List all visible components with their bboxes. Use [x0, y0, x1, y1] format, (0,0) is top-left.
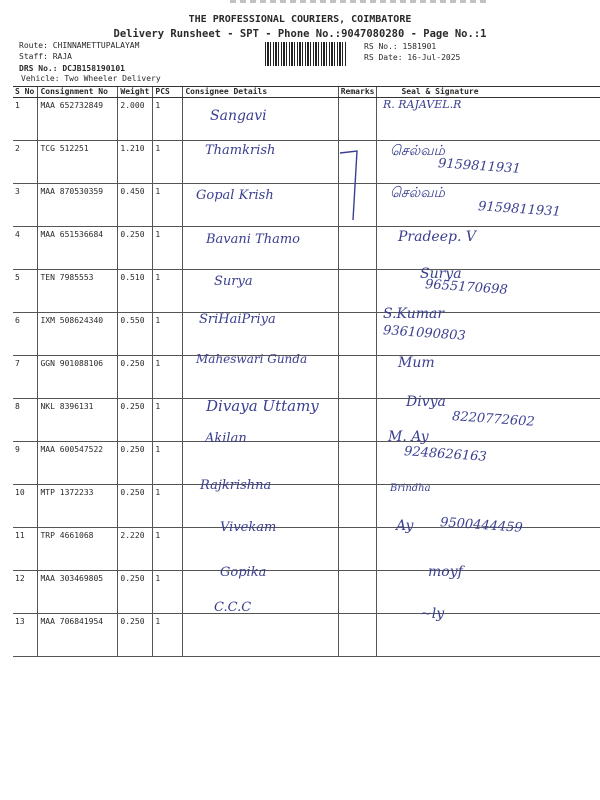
- scan-noise: [230, 0, 490, 3]
- row-pcs: 1: [153, 141, 183, 184]
- row-weight: 0.550: [118, 313, 153, 356]
- col-header-seal: Seal & Signature: [377, 87, 600, 98]
- phone-number-handwritten: 9159811931: [477, 199, 562, 220]
- route-label: Route: CHINNAMETTUPALAYAM: [19, 41, 140, 50]
- row-weight: 0.250: [118, 571, 153, 614]
- row-sno: 7: [13, 356, 38, 399]
- seal-signature-handwritten: R. RAJAVEL.R: [383, 98, 462, 111]
- row-pcs: 1: [153, 485, 183, 528]
- row-consignment-no: MAA 651536684: [38, 227, 118, 270]
- row-pcs: 1: [153, 528, 183, 571]
- seal-signature-handwritten: M. Ay: [388, 429, 429, 445]
- table-row: [13, 571, 600, 614]
- row-weight: 0.250: [118, 399, 153, 442]
- row-sno: 4: [13, 227, 38, 270]
- row-consignee-cell: [183, 614, 338, 657]
- row-remarks-cell: [338, 313, 377, 356]
- staff-label: Staff: RAJA: [19, 52, 72, 61]
- phone-number-handwritten: 9248626163: [403, 444, 488, 465]
- consignee-name-handwritten: Surya: [214, 274, 253, 289]
- row-remarks-cell: [338, 614, 377, 657]
- phone-number-handwritten: 9655170698: [424, 277, 509, 298]
- consignee-name-handwritten: C.C.C: [214, 600, 252, 615]
- seal-signature-handwritten: Ay: [396, 518, 414, 534]
- row-consignment-no: IXM 508624340: [38, 313, 118, 356]
- table-header-row: [13, 87, 600, 98]
- row-consignment-no: NKL 8396131: [38, 399, 118, 442]
- consignee-name-handwritten: Rajkrishna: [200, 478, 272, 493]
- consignee-name-handwritten: Thamkrish: [205, 143, 276, 158]
- row-consignee-cell: [183, 270, 338, 313]
- table-row: [13, 270, 600, 313]
- row-sno: 6: [13, 313, 38, 356]
- consignee-name-handwritten: Maheswari Gunda: [196, 352, 308, 366]
- table-body: [13, 98, 600, 657]
- row-weight: 0.510: [118, 270, 153, 313]
- consignee-name-handwritten: Vivekam: [220, 520, 277, 535]
- drs-label: DRS No.: DCJB158190101: [19, 64, 125, 73]
- seal-signature-handwritten: ~ly: [420, 606, 445, 622]
- row-pcs: 1: [153, 356, 183, 399]
- row-weight: 0.250: [118, 356, 153, 399]
- row-weight: 1.210: [118, 141, 153, 184]
- row-consignment-no: MAA 303469805: [38, 571, 118, 614]
- phone-number-handwritten: 9361090803: [382, 323, 467, 344]
- consignee-name-handwritten: SriHaiPriya: [199, 312, 276, 327]
- seal-signature-handwritten: Pradeep. V: [398, 229, 476, 245]
- row-consignment-no: MTP 1372233: [38, 485, 118, 528]
- row-pcs: 1: [153, 270, 183, 313]
- row-consignment-no: MAA 652732849: [38, 98, 118, 141]
- col-header-remarks: Remarks: [338, 87, 377, 98]
- table-row: [13, 442, 600, 485]
- row-weight: 2.220: [118, 528, 153, 571]
- row-consignment-no: TEN 7985553: [38, 270, 118, 313]
- consignee-name-handwritten: Gopika: [220, 565, 267, 580]
- row-pcs: 1: [153, 227, 183, 270]
- row-remarks-cell: [338, 98, 377, 141]
- table-row: [13, 98, 600, 141]
- row-remarks-cell: [338, 528, 377, 571]
- row-consignment-no: MAA 870530359: [38, 184, 118, 227]
- consignee-name-handwritten: Akilan: [205, 431, 247, 446]
- row-sno: 1: [13, 98, 38, 141]
- row-remarks-cell: [338, 442, 377, 485]
- row-consignment-no: TCG 512251: [38, 141, 118, 184]
- row-remarks-cell: [338, 399, 377, 442]
- col-header-consignee: Consignee Details: [183, 87, 338, 98]
- row-sno: 5: [13, 270, 38, 313]
- consignee-name-handwritten: Bavani Thamo: [206, 232, 301, 247]
- row-pcs: 1: [153, 571, 183, 614]
- seal-signature-handwritten: Divya: [406, 394, 446, 410]
- row-remarks-cell: [338, 571, 377, 614]
- row-weight: 0.250: [118, 442, 153, 485]
- row-remarks-cell: [338, 356, 377, 399]
- phone-number-handwritten: 8220772602: [451, 409, 536, 430]
- row-weight: 0.450: [118, 184, 153, 227]
- seal-signature-handwritten: செல்வம்: [390, 143, 445, 159]
- seal-signature-handwritten: Brindha: [390, 483, 431, 494]
- row-sno: 2: [13, 141, 38, 184]
- row-pcs: 1: [153, 399, 183, 442]
- row-sno: 12: [13, 571, 38, 614]
- table-row: [13, 227, 600, 270]
- col-header-sno: S No: [13, 87, 38, 98]
- row-pcs: 1: [153, 313, 183, 356]
- row-sno: 3: [13, 184, 38, 227]
- row-pcs: 1: [153, 442, 183, 485]
- row-sno: 9: [13, 442, 38, 485]
- row-weight: 0.250: [118, 485, 153, 528]
- row-sno: 11: [13, 528, 38, 571]
- row-remarks-cell: [338, 227, 377, 270]
- barcode: [265, 42, 347, 66]
- row-sno: 8: [13, 399, 38, 442]
- row-consignment-no: GGN 901088106: [38, 356, 118, 399]
- row-pcs: 1: [153, 184, 183, 227]
- bracket-mark: [335, 148, 365, 228]
- seal-signature-handwritten: செல்வம்: [390, 185, 445, 201]
- seal-signature-handwritten: Surya: [420, 266, 462, 282]
- runsheet-subtitle: Delivery Runsheet - SPT - Phone No.:9047080280 - Page No.:1: [113, 28, 487, 40]
- row-remarks-cell: [338, 270, 377, 313]
- company-title: THE PROFESSIONAL COURIERS, COIMBATORE: [188, 14, 412, 25]
- col-header-consignment: Consignment No: [38, 87, 118, 98]
- consignee-name-handwritten: Gopal Krish: [196, 188, 274, 203]
- row-consignment-no: TRP 4661068: [38, 528, 118, 571]
- table-row: [13, 313, 600, 356]
- consignee-name-handwritten: Sangavi: [210, 108, 267, 124]
- row-consignment-no: MAA 600547522: [38, 442, 118, 485]
- row-sno: 10: [13, 485, 38, 528]
- table-row: [13, 614, 600, 657]
- row-weight: 2.000: [118, 98, 153, 141]
- vehicle-label: Vehicle: Two Wheeler Delivery: [21, 74, 161, 83]
- rs-date-label: RS Date: 16-Jul-2025: [364, 53, 461, 62]
- seal-signature-handwritten: S.Kumar: [383, 306, 445, 322]
- row-weight: 0.250: [118, 227, 153, 270]
- row-sno: 13: [13, 614, 38, 657]
- row-seal-cell: [377, 614, 600, 657]
- seal-signature-handwritten: Mum: [398, 355, 435, 371]
- phone-number-handwritten: 9159811931: [437, 156, 522, 177]
- col-header-weight: Weight: [118, 87, 153, 98]
- rs-no-label: RS No.: 1581901: [364, 42, 437, 51]
- row-pcs: 1: [153, 614, 183, 657]
- row-weight: 0.250: [118, 614, 153, 657]
- phone-number-handwritten: 9500444459: [439, 515, 524, 536]
- row-remarks-cell: [338, 485, 377, 528]
- row-consignment-no: MAA 706841954: [38, 614, 118, 657]
- row-pcs: 1: [153, 98, 183, 141]
- row-seal-cell: [377, 571, 600, 614]
- seal-signature-handwritten: moyf: [428, 564, 463, 580]
- col-header-pcs: PCS: [153, 87, 183, 98]
- consignee-name-handwritten: Divaya Uttamy: [206, 397, 319, 415]
